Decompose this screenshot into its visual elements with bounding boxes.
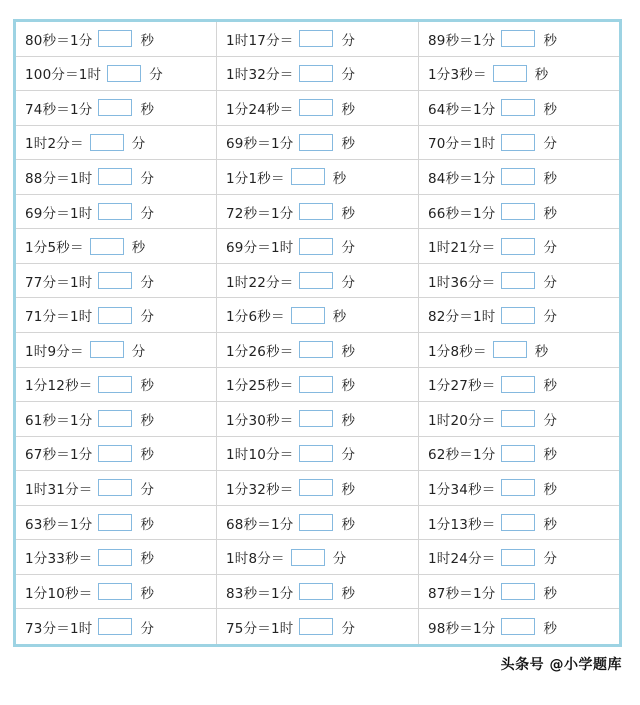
- problem-cell: [16, 22, 217, 57]
- answer-box[interactable]: [98, 307, 132, 324]
- answer-box[interactable]: [291, 307, 325, 324]
- unit-label: 分: [149, 67, 163, 84]
- problem-text: 1分33秒＝: [25, 551, 93, 568]
- problem-cell: [419, 368, 619, 403]
- unit-label: 秒: [140, 32, 154, 49]
- problem-cell: [217, 506, 419, 541]
- problem-cell: [16, 437, 217, 472]
- problem-text: 1时10分＝: [226, 447, 294, 464]
- problem-text: 64秒＝1分: [428, 101, 496, 118]
- problem-cell: [419, 91, 619, 126]
- unit-label: 秒: [140, 551, 154, 568]
- answer-box[interactable]: [299, 238, 333, 255]
- unit-label: 秒: [332, 170, 347, 187]
- unit-label: 分: [131, 343, 146, 360]
- problem-cell: [419, 126, 619, 161]
- answer-box[interactable]: [501, 410, 535, 427]
- unit-label: 分: [131, 136, 146, 153]
- problem-text: 82分＝1时: [428, 309, 496, 326]
- problem-text: 1分8秒＝: [428, 343, 487, 360]
- problem-cell: [419, 195, 619, 230]
- problem-text: 1分25秒＝: [226, 378, 294, 395]
- answer-box[interactable]: [299, 203, 333, 220]
- problem-cell: [419, 506, 619, 541]
- unit-label: 分: [543, 136, 557, 153]
- problem-cell: [419, 229, 619, 264]
- problem-text: 1时31分＝: [25, 481, 93, 498]
- unit-label: 秒: [140, 412, 154, 429]
- unit-label: 分: [543, 274, 557, 291]
- problem-cell: [217, 22, 419, 57]
- problem-text: 70分＝1时: [428, 136, 496, 153]
- problem-text: 61秒＝1分: [25, 412, 93, 429]
- problem-cell: [16, 264, 217, 299]
- unit-label: 分: [140, 620, 154, 637]
- unit-label: 分: [341, 240, 355, 257]
- unit-label: 秒: [543, 516, 557, 533]
- problem-cell: [16, 506, 217, 541]
- problem-text: 1时20分＝: [428, 412, 496, 429]
- unit-label: 秒: [534, 343, 549, 360]
- problem-text: 83秒＝1分: [226, 585, 294, 602]
- answer-box[interactable]: [501, 307, 535, 324]
- problem-text: 1分26秒＝: [226, 343, 294, 360]
- answer-box[interactable]: [299, 514, 333, 531]
- answer-box[interactable]: [98, 583, 132, 600]
- answer-box[interactable]: [98, 445, 132, 462]
- problem-cell: [217, 333, 419, 368]
- problem-cell: [419, 333, 619, 368]
- problem-text: 1分3秒＝: [428, 67, 487, 84]
- unit-label: 秒: [341, 101, 355, 118]
- problem-text: 1分5秒＝: [25, 240, 84, 257]
- problem-cell: [16, 195, 217, 230]
- problem-text: 1时17分＝: [226, 32, 294, 49]
- problem-text: 63秒＝1分: [25, 516, 93, 533]
- unit-label: 分: [543, 309, 557, 326]
- unit-label: 分: [543, 240, 557, 257]
- problem-text: 98秒＝1分: [428, 620, 496, 637]
- answer-box[interactable]: [501, 99, 535, 116]
- answer-box[interactable]: [299, 134, 333, 151]
- unit-label: 秒: [140, 585, 154, 602]
- problem-text: 100分＝1时: [25, 67, 102, 84]
- answer-box[interactable]: [98, 479, 132, 496]
- problem-text: 1分24秒＝: [226, 101, 294, 118]
- answer-box[interactable]: [98, 203, 132, 220]
- problem-text: 1分12秒＝: [25, 378, 93, 395]
- problem-cell: [217, 57, 419, 92]
- problem-cell: [16, 57, 217, 92]
- unit-label: 秒: [341, 585, 355, 602]
- unit-label: 秒: [534, 67, 549, 84]
- answer-box[interactable]: [501, 549, 535, 566]
- problem-cell: [217, 160, 419, 195]
- problem-text: 1分1秒＝: [226, 170, 285, 187]
- answer-box[interactable]: [98, 30, 132, 47]
- unit-label: 分: [341, 620, 355, 637]
- answer-box[interactable]: [90, 238, 124, 255]
- problem-cell: [217, 229, 419, 264]
- problem-text: 69分＝1时: [226, 240, 294, 257]
- answer-box[interactable]: [291, 168, 325, 185]
- unit-label: 秒: [543, 205, 557, 222]
- problem-cell: [16, 333, 217, 368]
- problem-text: 1分30秒＝: [226, 412, 294, 429]
- answer-box[interactable]: [299, 65, 333, 82]
- problem-cell: [419, 540, 619, 575]
- problem-cell: [16, 229, 217, 264]
- unit-label: 分: [341, 274, 355, 291]
- problem-text: 1分6秒＝: [226, 309, 285, 326]
- problem-cell: [419, 437, 619, 472]
- problem-cell: [217, 540, 419, 575]
- problem-cell: [419, 609, 619, 644]
- unit-label: 分: [341, 32, 355, 49]
- unit-label: 秒: [341, 343, 355, 360]
- unit-label: 秒: [341, 412, 355, 429]
- answer-box[interactable]: [98, 549, 132, 566]
- unit-label: 秒: [543, 170, 557, 187]
- answer-box[interactable]: [299, 376, 333, 393]
- problem-text: 1时24分＝: [428, 551, 496, 568]
- answer-box[interactable]: [501, 583, 535, 600]
- problem-text: 69秒＝1分: [226, 136, 294, 153]
- problem-text: 84秒＝1分: [428, 170, 496, 187]
- problem-cell: [16, 160, 217, 195]
- problem-cell: [217, 402, 419, 437]
- unit-label: 秒: [341, 136, 355, 153]
- problem-text: 73分＝1时: [25, 620, 93, 637]
- problem-cell: [217, 471, 419, 506]
- problem-cell: [419, 57, 619, 92]
- unit-label: 秒: [543, 620, 557, 637]
- answer-box[interactable]: [107, 65, 141, 82]
- problem-text: 1时21分＝: [428, 240, 496, 257]
- answer-box[interactable]: [299, 583, 333, 600]
- problem-text: 1分32秒＝: [226, 481, 294, 498]
- problem-text: 75分＝1时: [226, 620, 294, 637]
- problem-cell: [217, 91, 419, 126]
- problem-cell: [16, 575, 217, 610]
- problem-cell: [16, 91, 217, 126]
- worksheet-grid: [16, 22, 619, 644]
- problem-cell: [16, 126, 217, 161]
- problem-cell: [419, 160, 619, 195]
- unit-label: 分: [543, 551, 557, 568]
- answer-box[interactable]: [501, 376, 535, 393]
- problem-text: 68秒＝1分: [226, 516, 294, 533]
- problem-cell: [16, 609, 217, 644]
- answer-box[interactable]: [493, 65, 527, 82]
- unit-label: 秒: [543, 101, 557, 118]
- problem-cell: [16, 402, 217, 437]
- problem-cell: [16, 298, 217, 333]
- problem-cell: [16, 540, 217, 575]
- watermark: 头条号 @小学题库: [500, 657, 622, 673]
- unit-label: 秒: [131, 240, 146, 257]
- unit-label: 分: [140, 170, 154, 187]
- unit-label: 秒: [341, 516, 355, 533]
- problem-cell: [217, 437, 419, 472]
- problem-cell: [217, 195, 419, 230]
- answer-box[interactable]: [299, 30, 333, 47]
- problem-cell: [16, 368, 217, 403]
- problem-cell: [419, 471, 619, 506]
- answer-box[interactable]: [501, 272, 535, 289]
- unit-label: 秒: [341, 481, 355, 498]
- problem-cell: [217, 609, 419, 644]
- problem-cell: [419, 402, 619, 437]
- problem-text: 67秒＝1分: [25, 447, 93, 464]
- problem-cell: [217, 126, 419, 161]
- problem-text: 72秒＝1分: [226, 205, 294, 222]
- problem-cell: [217, 298, 419, 333]
- answer-box[interactable]: [501, 479, 535, 496]
- answer-box[interactable]: [493, 341, 527, 358]
- unit-label: 秒: [140, 447, 154, 464]
- unit-label: 秒: [543, 32, 557, 49]
- problem-text: 62秒＝1分: [428, 447, 496, 464]
- answer-box[interactable]: [98, 99, 132, 116]
- unit-label: 秒: [543, 481, 557, 498]
- problem-cell: [217, 575, 419, 610]
- answer-box[interactable]: [299, 410, 333, 427]
- answer-box[interactable]: [98, 376, 132, 393]
- problem-text: 89秒＝1分: [428, 32, 496, 49]
- problem-cell: [419, 575, 619, 610]
- problem-text: 77分＝1时: [25, 274, 93, 291]
- problem-text: 87秒＝1分: [428, 585, 496, 602]
- answer-box[interactable]: [501, 445, 535, 462]
- problem-text: 71分＝1时: [25, 309, 93, 326]
- unit-label: 分: [543, 412, 557, 429]
- problem-cell: [419, 298, 619, 333]
- problem-cell: [419, 22, 619, 57]
- problem-text: 1时8分＝: [226, 551, 285, 568]
- unit-label: 分: [140, 309, 154, 326]
- answer-box[interactable]: [501, 134, 535, 151]
- problem-text: 1分34秒＝: [428, 481, 496, 498]
- answer-box[interactable]: [501, 168, 535, 185]
- unit-label: 秒: [332, 309, 347, 326]
- answer-box[interactable]: [299, 618, 333, 635]
- unit-label: 秒: [140, 378, 154, 395]
- unit-label: 分: [332, 551, 347, 568]
- problem-text: 66秒＝1分: [428, 205, 496, 222]
- problem-cell: [217, 264, 419, 299]
- unit-label: 分: [341, 447, 355, 464]
- answer-box[interactable]: [98, 272, 132, 289]
- unit-label: 分: [140, 481, 154, 498]
- unit-label: 秒: [341, 205, 355, 222]
- problem-text: 1分27秒＝: [428, 378, 496, 395]
- unit-label: 秒: [543, 378, 557, 395]
- answer-box[interactable]: [299, 99, 333, 116]
- answer-box[interactable]: [299, 479, 333, 496]
- problem-text: 69分＝1时: [25, 205, 93, 222]
- problem-cell: [16, 471, 217, 506]
- unit-label: 秒: [140, 516, 154, 533]
- problem-text: 80秒＝1分: [25, 32, 93, 49]
- answer-box[interactable]: [98, 514, 132, 531]
- unit-label: 分: [140, 205, 154, 222]
- answer-box[interactable]: [501, 30, 535, 47]
- unit-label: 秒: [543, 447, 557, 464]
- unit-label: 秒: [341, 378, 355, 395]
- problem-cell: [217, 368, 419, 403]
- problem-cell: [419, 264, 619, 299]
- problem-text: 74秒＝1分: [25, 101, 93, 118]
- answer-box[interactable]: [501, 238, 535, 255]
- answer-box[interactable]: [98, 168, 132, 185]
- problem-text: 1时22分＝: [226, 274, 294, 291]
- problem-text: 1时2分＝: [25, 136, 84, 153]
- problem-text: 1时32分＝: [226, 67, 294, 84]
- unit-label: 秒: [543, 585, 557, 602]
- unit-label: 分: [140, 274, 154, 291]
- unit-label: 分: [341, 67, 355, 84]
- problem-text: 1分13秒＝: [428, 516, 496, 533]
- answer-box[interactable]: [299, 341, 333, 358]
- answer-box[interactable]: [98, 410, 132, 427]
- answer-box[interactable]: [501, 514, 535, 531]
- problem-text: 88分＝1时: [25, 170, 93, 187]
- problem-text: 1分10秒＝: [25, 585, 93, 602]
- worksheet: [13, 19, 622, 647]
- problem-text: 1时36分＝: [428, 274, 496, 291]
- answer-box[interactable]: [90, 134, 124, 151]
- answer-box[interactable]: [501, 618, 535, 635]
- answer-box[interactable]: [299, 445, 333, 462]
- answer-box[interactable]: [291, 549, 325, 566]
- unit-label: 秒: [140, 101, 154, 118]
- answer-box[interactable]: [501, 203, 535, 220]
- answer-box[interactable]: [98, 618, 132, 635]
- answer-box[interactable]: [299, 272, 333, 289]
- problem-text: 1时9分＝: [25, 343, 84, 360]
- answer-box[interactable]: [90, 341, 124, 358]
